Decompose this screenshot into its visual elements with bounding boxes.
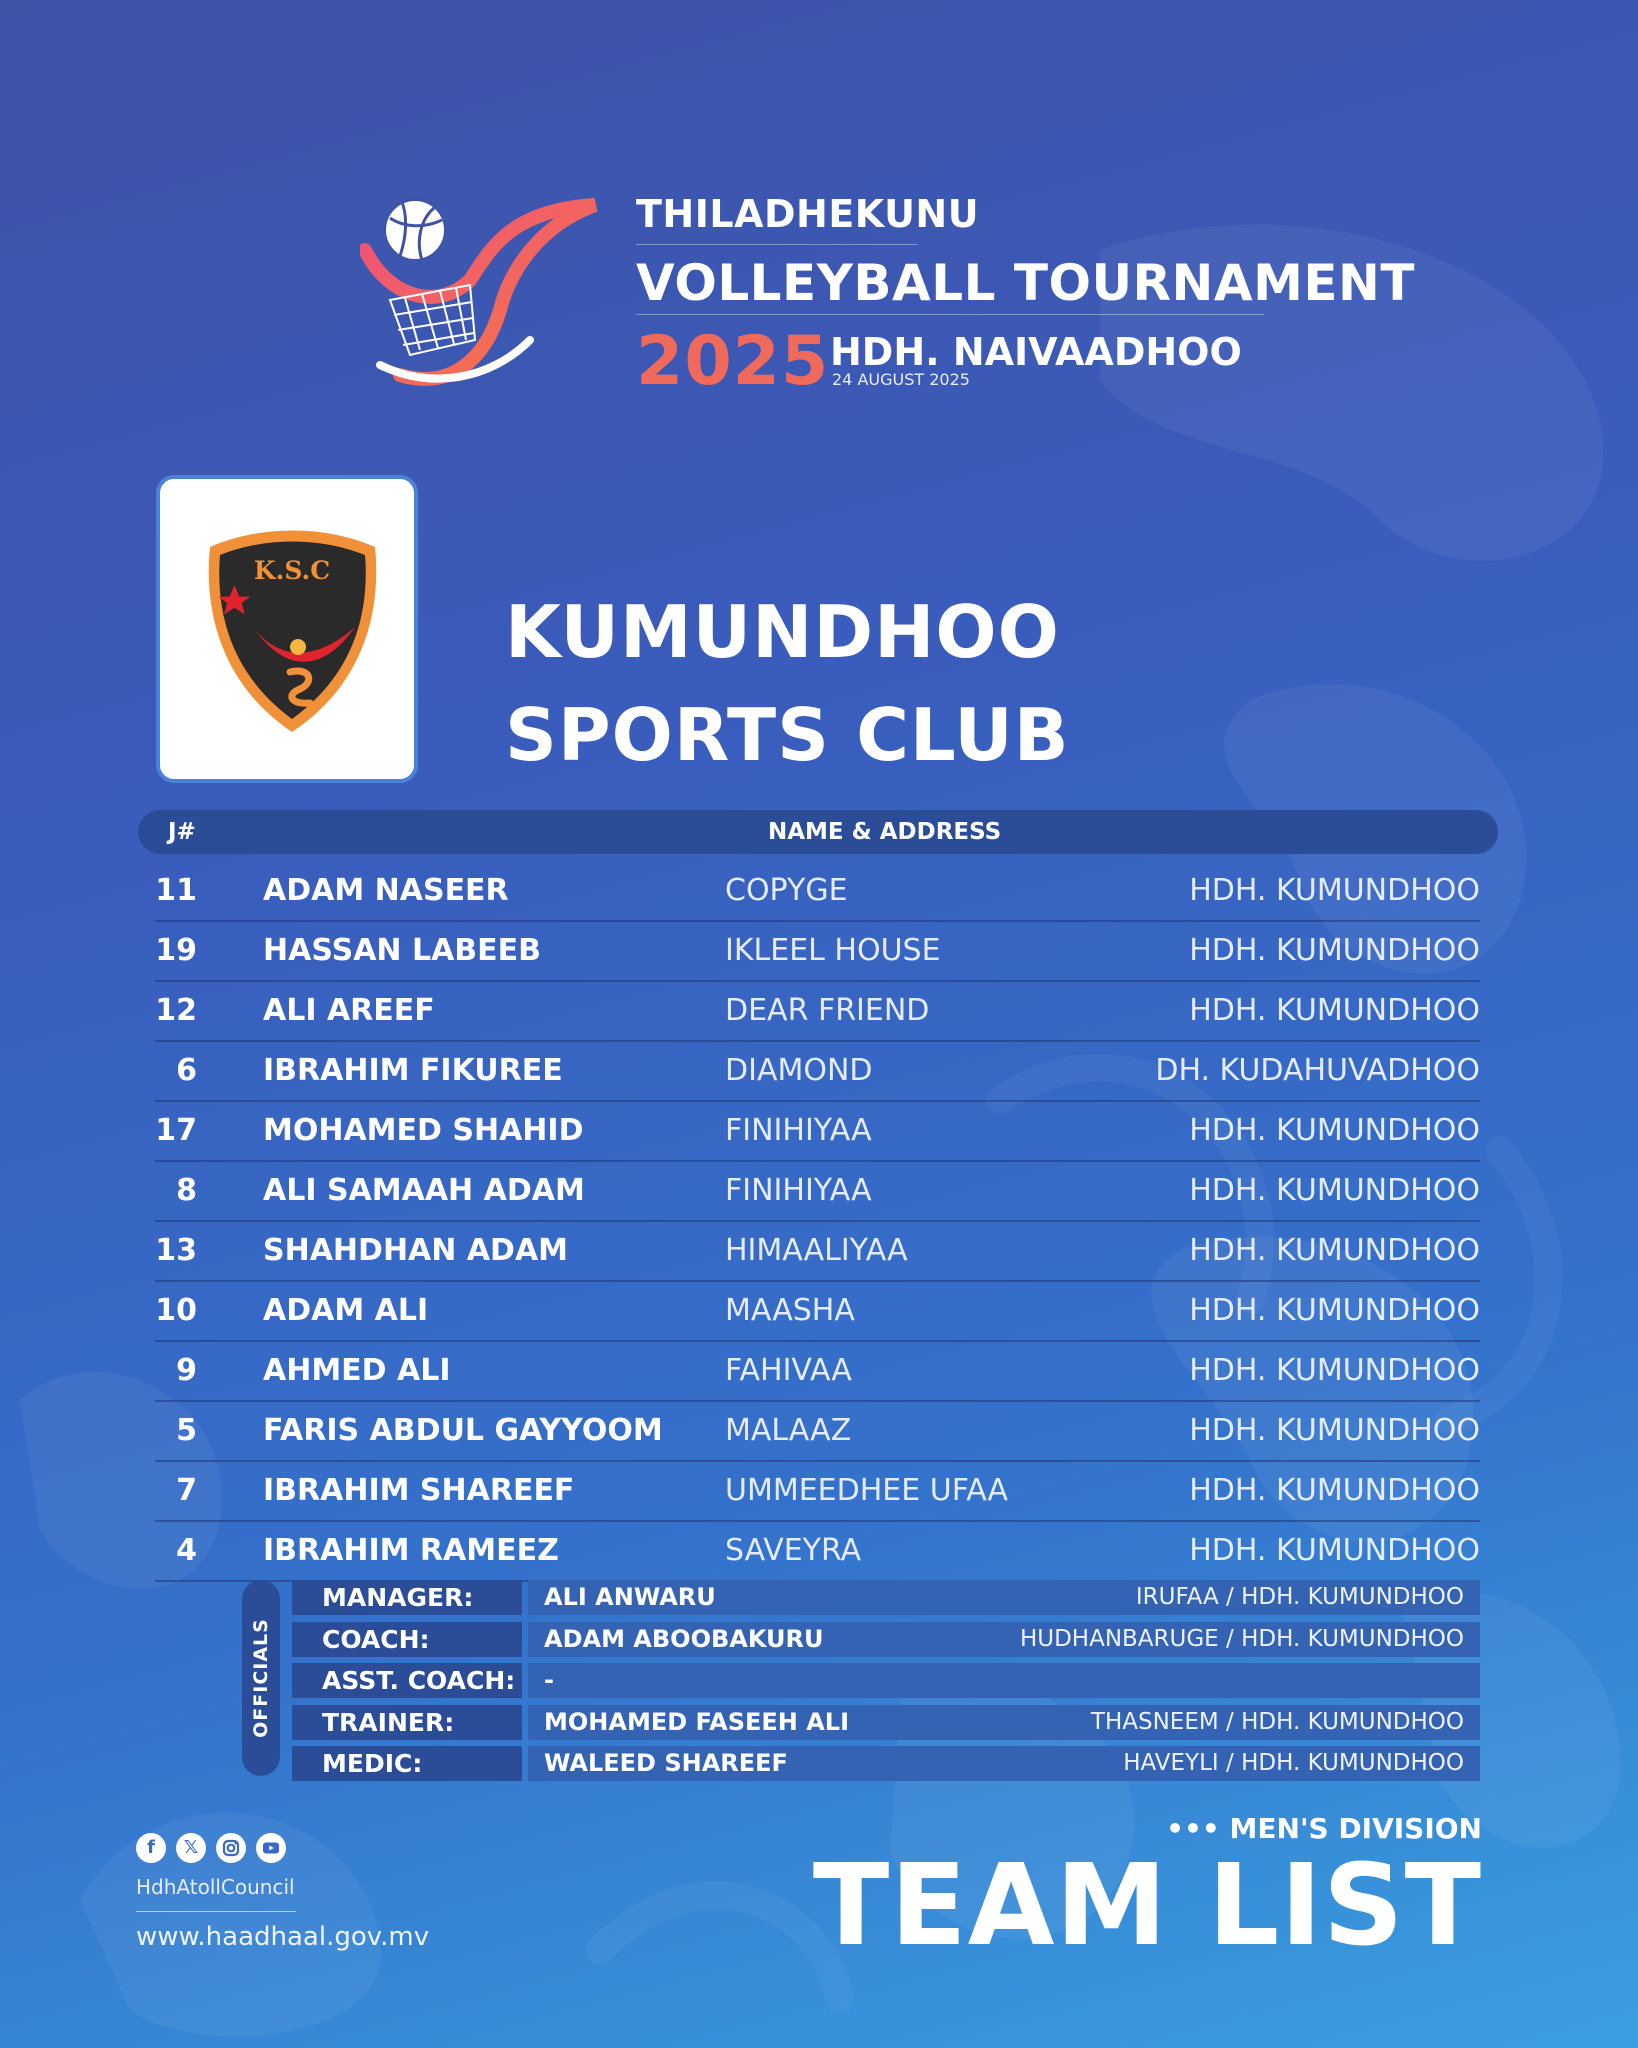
- player-island: HDH. KUMUNDHOO: [1189, 1113, 1480, 1148]
- jersey-number: 11: [155, 873, 197, 908]
- table-row: [155, 1282, 1480, 1342]
- jersey-number: 5: [176, 1413, 197, 1448]
- official-details: [528, 1663, 1480, 1698]
- player-name: ADAM ALI: [263, 1293, 429, 1328]
- officials-label: OFFICIALS: [250, 1618, 272, 1738]
- table-row: [155, 922, 1480, 982]
- player-house: FAHIVAA: [725, 1353, 852, 1388]
- jersey-number: 9: [176, 1353, 197, 1388]
- youtube-icon[interactable]: [256, 1833, 286, 1863]
- player-house: IKLEEL HOUSE: [725, 933, 941, 968]
- table-row: [155, 1342, 1480, 1402]
- player-house: MALAAZ: [725, 1413, 852, 1448]
- player-name: ALI SAMAAH ADAM: [263, 1173, 585, 1208]
- player-island: HDH. KUMUNDHOO: [1189, 933, 1480, 968]
- player-name: IBRAHIM FIKUREE: [263, 1053, 563, 1088]
- team-list-title: TEAM LIST: [812, 1841, 1482, 1971]
- player-name: SHAHDHAN ADAM: [263, 1233, 569, 1268]
- official-row: [292, 1705, 1480, 1740]
- table-row: [155, 1222, 1480, 1282]
- official-address: IRUFAA / HDH. KUMUNDHOO: [1135, 1584, 1464, 1610]
- player-island: HDH. KUMUNDHOO: [1189, 993, 1480, 1028]
- official-row: [292, 1663, 1480, 1698]
- player-house: COPYGE: [725, 873, 848, 908]
- official-name: ADAM ABOOBAKURU: [544, 1624, 824, 1653]
- player-island: HDH. KUMUNDHOO: [1189, 1413, 1480, 1448]
- table-row: [155, 1102, 1480, 1162]
- official-role: MEDIC:: [292, 1746, 522, 1781]
- table-row: [155, 1042, 1480, 1102]
- player-house: HIMAALIYAA: [725, 1233, 908, 1268]
- official-role: COACH:: [292, 1622, 522, 1657]
- player-name: AHMED ALI: [263, 1353, 451, 1388]
- club-logo-card: [156, 475, 418, 783]
- tournament-venue: HDH. NAIVAADHOO: [830, 330, 1242, 374]
- crest-text: K.S.C: [253, 556, 331, 585]
- player-island: HDH. KUMUNDHOO: [1189, 1173, 1480, 1208]
- player-name: ADAM NASEER: [263, 873, 509, 908]
- jersey-number: 6: [176, 1053, 197, 1088]
- jersey-number: 4: [176, 1533, 197, 1568]
- club-crest: [200, 527, 385, 737]
- official-name: MOHAMED FASEEH ALI: [544, 1707, 850, 1736]
- official-name: ALI ANWARU: [544, 1583, 716, 1611]
- official-row: [292, 1622, 1480, 1657]
- player-name: ALI AREEF: [263, 993, 435, 1028]
- footer-divider: [136, 1911, 296, 1912]
- social-handle: HdhAtollCouncil: [136, 1875, 295, 1899]
- official-address: THASNEEM / HDH. KUMUNDHOO: [1090, 1708, 1464, 1735]
- header-divider: [636, 244, 918, 245]
- table-row: [155, 862, 1480, 922]
- header-divider: [636, 314, 1264, 315]
- official-row: [292, 1580, 1480, 1615]
- official-details: [528, 1580, 1480, 1615]
- player-island: HDH. KUMUNDHOO: [1189, 1353, 1480, 1388]
- official-address: HUDHANBARUGE / HDH. KUMUNDHOO: [1019, 1625, 1464, 1652]
- division-label: ••• MEN'S DIVISION: [1166, 1812, 1482, 1845]
- official-details: [528, 1746, 1480, 1781]
- player-house: MAASHA: [725, 1293, 855, 1328]
- roster-table: [155, 862, 1480, 1582]
- official-role: MANAGER:: [292, 1580, 522, 1615]
- jersey-number: 7: [176, 1473, 197, 1508]
- player-name: IBRAHIM RAMEEZ: [263, 1533, 559, 1568]
- x-icon[interactable]: 𝕏: [176, 1833, 206, 1863]
- player-name: HASSAN LABEEB: [263, 933, 542, 968]
- player-island: HDH. KUMUNDHOO: [1189, 1293, 1480, 1328]
- club-name-line2: SPORTS CLUB: [505, 693, 1070, 777]
- player-island: HDH. KUMUNDHOO: [1189, 1473, 1480, 1508]
- column-header-name-address: NAME & ADDRESS: [768, 819, 1002, 845]
- table-row: [155, 1402, 1480, 1462]
- tournament-logo: [360, 190, 610, 390]
- player-house: FINIHIYAA: [725, 1113, 872, 1148]
- player-name: IBRAHIM SHAREEF: [263, 1473, 575, 1508]
- official-details: [528, 1622, 1480, 1657]
- jersey-number: 17: [155, 1113, 197, 1148]
- official-row: [292, 1746, 1480, 1781]
- player-house: DIAMOND: [725, 1053, 873, 1088]
- tournament-name-line1: THILADHEKUNU: [636, 192, 980, 236]
- player-house: SAVEYRA: [725, 1533, 862, 1568]
- tournament-date: 24 AUGUST 2025: [832, 370, 970, 389]
- jersey-number: 8: [176, 1173, 197, 1208]
- table-row: [155, 1162, 1480, 1222]
- official-role: ASST. COACH:: [292, 1663, 522, 1698]
- player-island: DH. KUDAHUVADHOO: [1155, 1053, 1480, 1088]
- tournament-year: 2025: [636, 322, 830, 401]
- official-details: [528, 1705, 1480, 1740]
- player-name: FARIS ABDUL GAYYOOM: [263, 1413, 663, 1448]
- player-island: HDH. KUMUNDHOO: [1189, 1233, 1480, 1268]
- jersey-number: 19: [155, 933, 197, 968]
- table-row: [155, 1522, 1480, 1582]
- official-name: WALEED SHAREEF: [544, 1749, 788, 1777]
- official-name: -: [544, 1666, 554, 1694]
- player-house: FINIHIYAA: [725, 1173, 872, 1208]
- jersey-number: 10: [155, 1293, 197, 1328]
- facebook-icon[interactable]: f: [136, 1833, 166, 1863]
- tournament-name-line2: VOLLEYBALL TOURNAMENT: [636, 254, 1415, 312]
- player-house: UMMEEDHEE UFAA: [725, 1473, 1009, 1508]
- official-address: HAVEYLI / HDH. KUMUNDHOO: [1123, 1750, 1464, 1776]
- officials-table: [292, 1580, 1480, 1788]
- instagram-icon[interactable]: [216, 1833, 246, 1863]
- jersey-number: 12: [155, 993, 197, 1028]
- roster-table-header: [138, 810, 1498, 854]
- officials-label-tab: [242, 1580, 280, 1776]
- jersey-number: 13: [155, 1233, 197, 1268]
- player-house: DEAR FRIEND: [725, 993, 930, 1028]
- website-link[interactable]: www.haadhaal.gov.mv: [136, 1922, 430, 1952]
- column-header-number: J#: [168, 819, 196, 845]
- official-role: TRAINER:: [292, 1705, 522, 1740]
- player-island: HDH. KUMUNDHOO: [1189, 873, 1480, 908]
- table-row: [155, 982, 1480, 1042]
- player-name: MOHAMED SHAHID: [263, 1113, 584, 1148]
- club-name-line1: KUMUNDHOO: [505, 590, 1060, 674]
- table-row: [155, 1462, 1480, 1522]
- player-island: HDH. KUMUNDHOO: [1189, 1533, 1480, 1568]
